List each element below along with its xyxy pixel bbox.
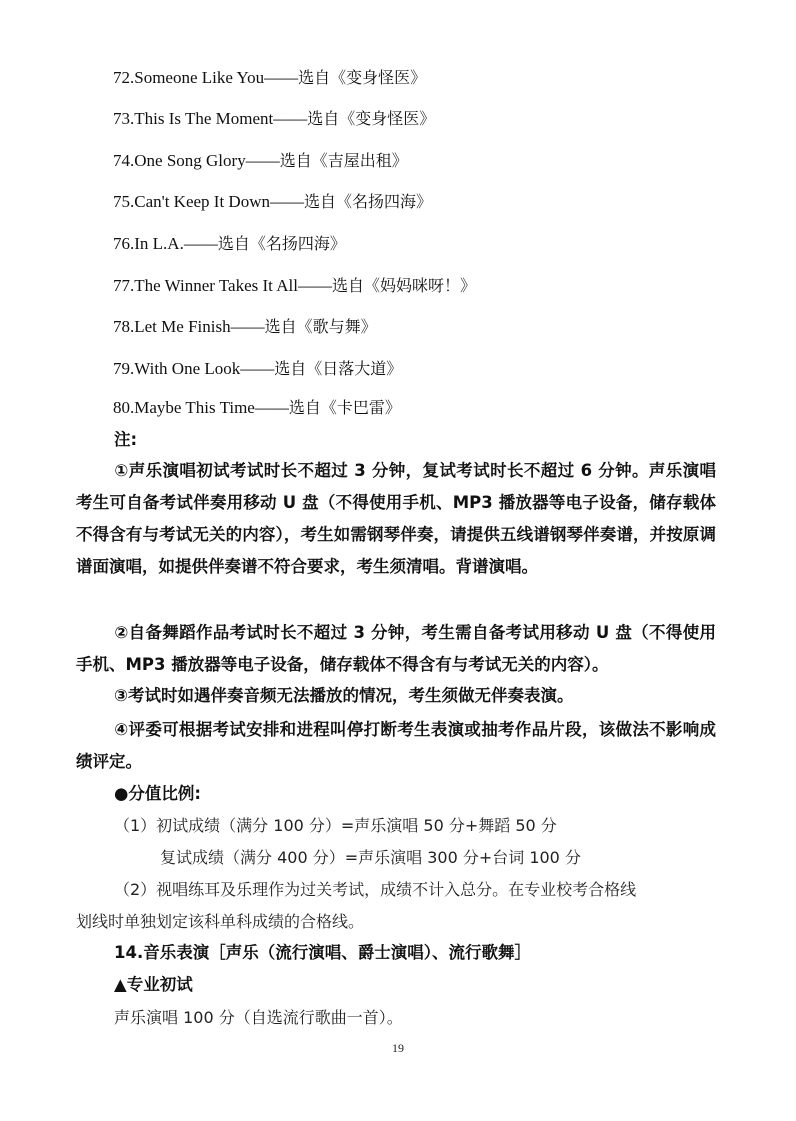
note-4-text: ④评委可根据考试安排和进程叫停打断考生表演或抽考作品片段，该做法不影响成绩评定。	[76, 720, 716, 771]
song-source: 选自《名扬四海》	[217, 234, 346, 253]
note-2-text: ②自备舞蹈作品考试时长不超过 3 分钟，考生需自备考试用移动 U 盘（不得使用手机、MP3 播放器等电子设备，储存载体不得含有与考试无关的内容）。	[76, 623, 716, 674]
song-title: 78.Let Me Finish	[113, 317, 231, 336]
song-dash: ——	[245, 151, 280, 170]
song-title: 75.Can't Keep It Down	[113, 192, 270, 211]
song-title: 72.Someone Like You	[113, 68, 265, 87]
song-item-78	[113, 316, 377, 338]
notes-heading: 注:	[114, 430, 138, 449]
song-source: 选自《妈妈咪呀！》	[331, 276, 476, 295]
scoring-heading: ●分值比例:	[114, 784, 201, 803]
section-14-sub: ▲专业初试	[114, 975, 193, 994]
page-number: 19	[392, 1041, 404, 1055]
song-dash: ——	[273, 109, 308, 128]
scoring-line-3a: （2）视唱练耳及乐理作为过关考试，成绩不计入总分。在专业校考合格线	[114, 880, 637, 899]
song-item-75	[113, 191, 432, 213]
scoring-line-3b: 划线时单独划定该科单科成绩的合格线。	[76, 912, 365, 931]
song-title: 77.The Winner Takes It All	[113, 276, 298, 295]
song-item-80	[113, 397, 401, 419]
note-1	[76, 455, 716, 583]
song-source: 选自《吉屋出租》	[279, 151, 408, 170]
song-title: 73.This Is The Moment	[113, 109, 274, 128]
song-source: 选自《变身怪医》	[307, 109, 436, 128]
song-dash: ——	[183, 234, 218, 253]
song-title: 74.One Song Glory	[113, 151, 246, 170]
note-4	[76, 714, 716, 778]
song-dash: ——	[264, 68, 299, 87]
song-source: 选自《卡巴雷》	[288, 398, 401, 417]
song-item-79	[113, 358, 402, 380]
song-dash: ——	[240, 359, 275, 378]
song-item-74	[113, 150, 408, 172]
song-item-73	[113, 108, 435, 130]
section-14-title: 14.音乐表演［声乐（流行演唱、爵士演唱）、流行歌舞］	[114, 943, 531, 962]
song-title: 79.With One Look	[113, 359, 241, 378]
song-dash: ——	[254, 398, 289, 417]
song-dash: ——	[297, 276, 332, 295]
song-dash: ——	[269, 192, 304, 211]
note-3	[76, 680, 716, 712]
song-title: 76.In L.A.	[113, 234, 184, 253]
note-2	[76, 617, 716, 681]
song-title: 80.Maybe This Time	[113, 398, 255, 417]
scoring-line-1: （1）初试成绩（满分 100 分）=声乐演唱 50 分+舞蹈 50 分	[114, 816, 557, 835]
song-source: 选自《日落大道》	[274, 359, 403, 378]
song-item-77	[113, 275, 476, 297]
note-3-text: ③考试时如遇伴奏音频无法播放的情况，考生须做无伴奏表演。	[114, 686, 574, 705]
song-item-72	[113, 67, 426, 89]
song-item-76	[113, 233, 346, 255]
song-source: 选自《歌与舞》	[264, 317, 377, 336]
section-14-body: 声乐演唱 100 分（自选流行歌曲一首）。	[114, 1008, 403, 1027]
song-source: 选自《名扬四海》	[303, 192, 432, 211]
scoring-line-2: 复试成绩（满分 400 分）=声乐演唱 300 分+台词 100 分	[160, 848, 581, 867]
note-1-text: ①声乐演唱初试考试时长不超过 3 分钟，复试考试时长不超过 6 分钟。声乐演唱考生可自备考试伴奏用移动 U 盘（不得使用手机、MP3 播放器等电子设备，储存载体不得含有与考试无关的内容），考生如需钢琴伴奏，请提供五线谱钢琴伴奏谱，并按原调谱面演唱，如提供伴奏谱不符合要求，考生须清唱。背谱演唱。	[76, 461, 716, 576]
song-dash: ——	[230, 317, 265, 336]
song-source: 选自《变身怪医》	[298, 68, 427, 87]
